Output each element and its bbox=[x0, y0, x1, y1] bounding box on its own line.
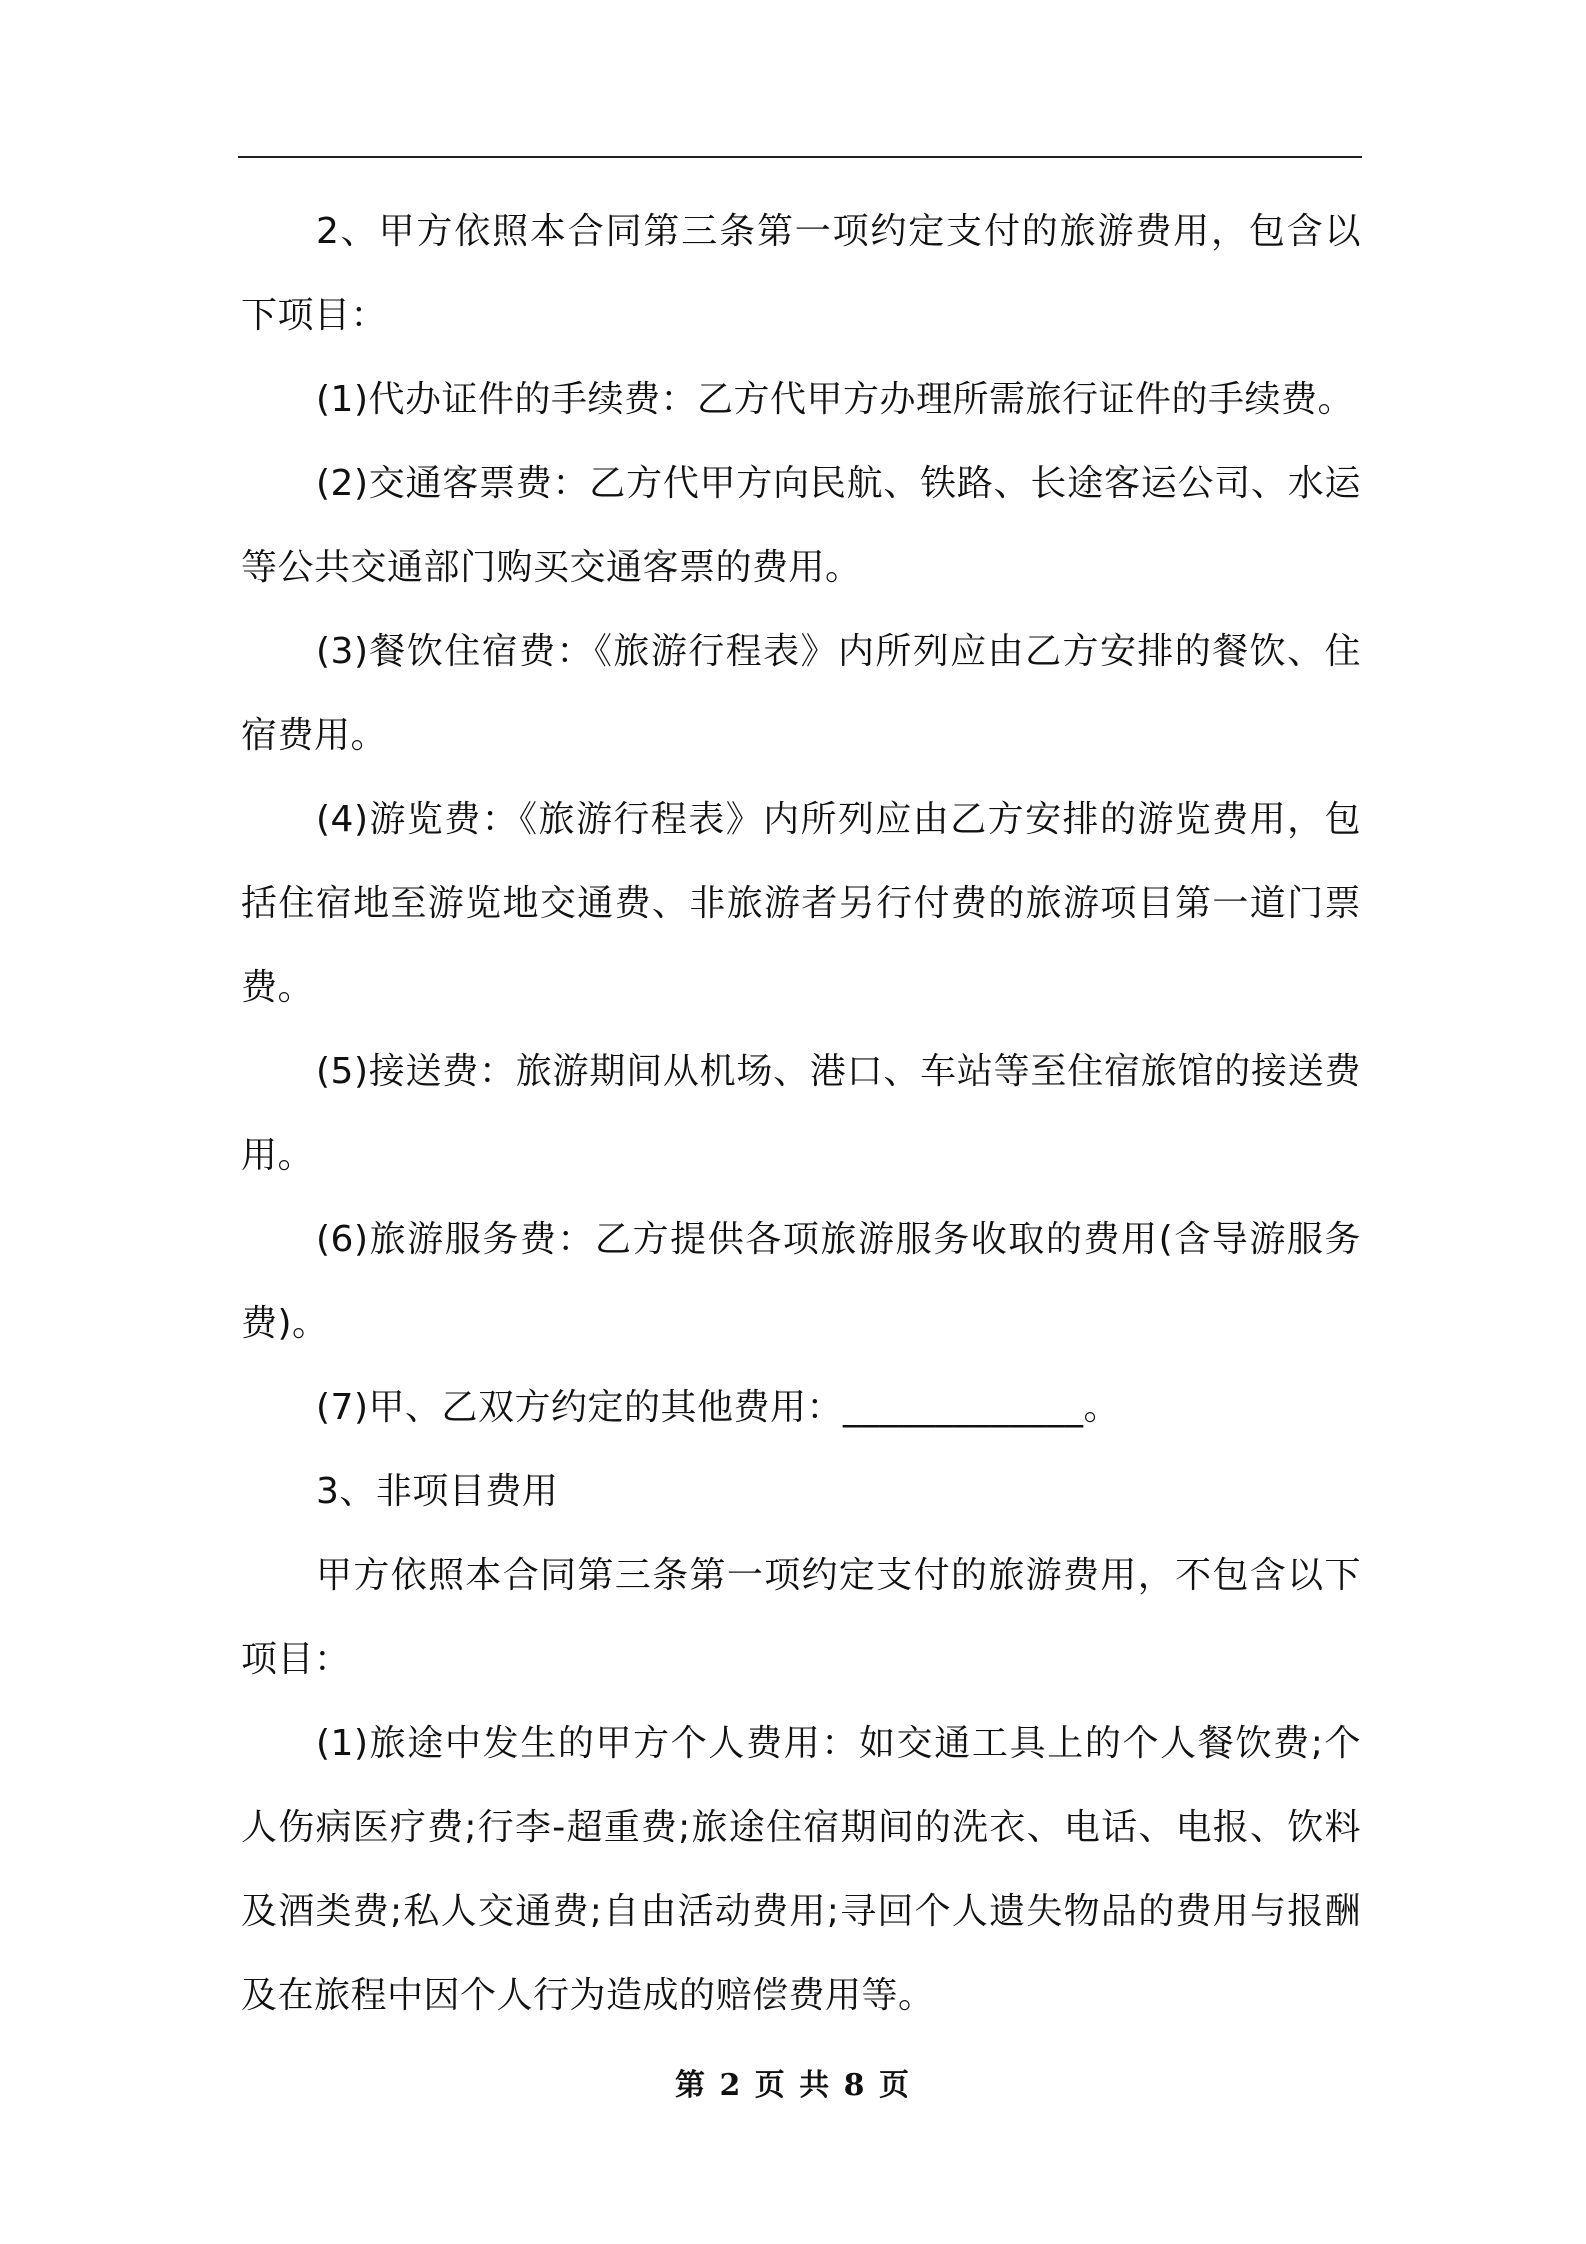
paragraph-item-meals-lodging: (3)餐饮住宿费：《旅游行程表》内所列应由乙方安排的餐饮、住宿费用。 bbox=[241, 631, 1361, 756]
paragraph-item-transfer: (5)接送费：旅游期间从机场、港口、车站等至住宿旅馆的接送费用。 bbox=[241, 1051, 1361, 1176]
paragraph-item-transport-ticket: (2)交通客票费：乙方代甲方向民航、铁路、长途客运公司、水运等公共交通部门购买交通客票的费用。 bbox=[241, 463, 1361, 588]
page-number-footer: 第 2 页 共 8 页 bbox=[675, 2068, 911, 2103]
document-body bbox=[241, 190, 1361, 2038]
paragraph-excluded-intro: 甲方依照本合同第三条第一项约定支付的旅游费用，不包含以下项目： bbox=[241, 1555, 1361, 1680]
paragraph-item2-included-costs: 2、甲方依照本合同第三条第一项约定支付的旅游费用，包含以下项目： bbox=[241, 211, 1361, 336]
paragraph-item-document-fee: (1)代办证件的手续费：乙方代甲方办理所需旅行证件的手续费。 bbox=[316, 379, 1354, 420]
paragraph-item-service-fee: (6)旅游服务费：乙方提供各项旅游服务收取的费用(含导游服务费)。 bbox=[241, 1219, 1361, 1344]
header-rule bbox=[238, 156, 1362, 158]
paragraph-item3-heading: 3、非项目费用 bbox=[316, 1471, 559, 1512]
paragraph-item-personal-expenses: (1)旅途中发生的甲方个人费用：如交通工具上的个人餐饮费;个人伤病医疗费;行李-超重费;旅途住宿期间的洗衣、电话、电报、饮料及酒类费;私人交通费;自由活动费用;寻回个人遗失物品的费用与报酬及在旅程中因个人行为造成的赔偿费用等。 bbox=[241, 1723, 1361, 2016]
paragraph-item-sightseeing: (4)游览费：《旅游行程表》内所列应由乙方安排的游览费用，包括住宿地至游览地交通费、非旅游者另行付费的旅游项目第一道门票费。 bbox=[241, 799, 1361, 1008]
paragraph-item-other-fees: (7)甲、乙双方约定的其他费用：_____________。 bbox=[316, 1387, 1120, 1428]
